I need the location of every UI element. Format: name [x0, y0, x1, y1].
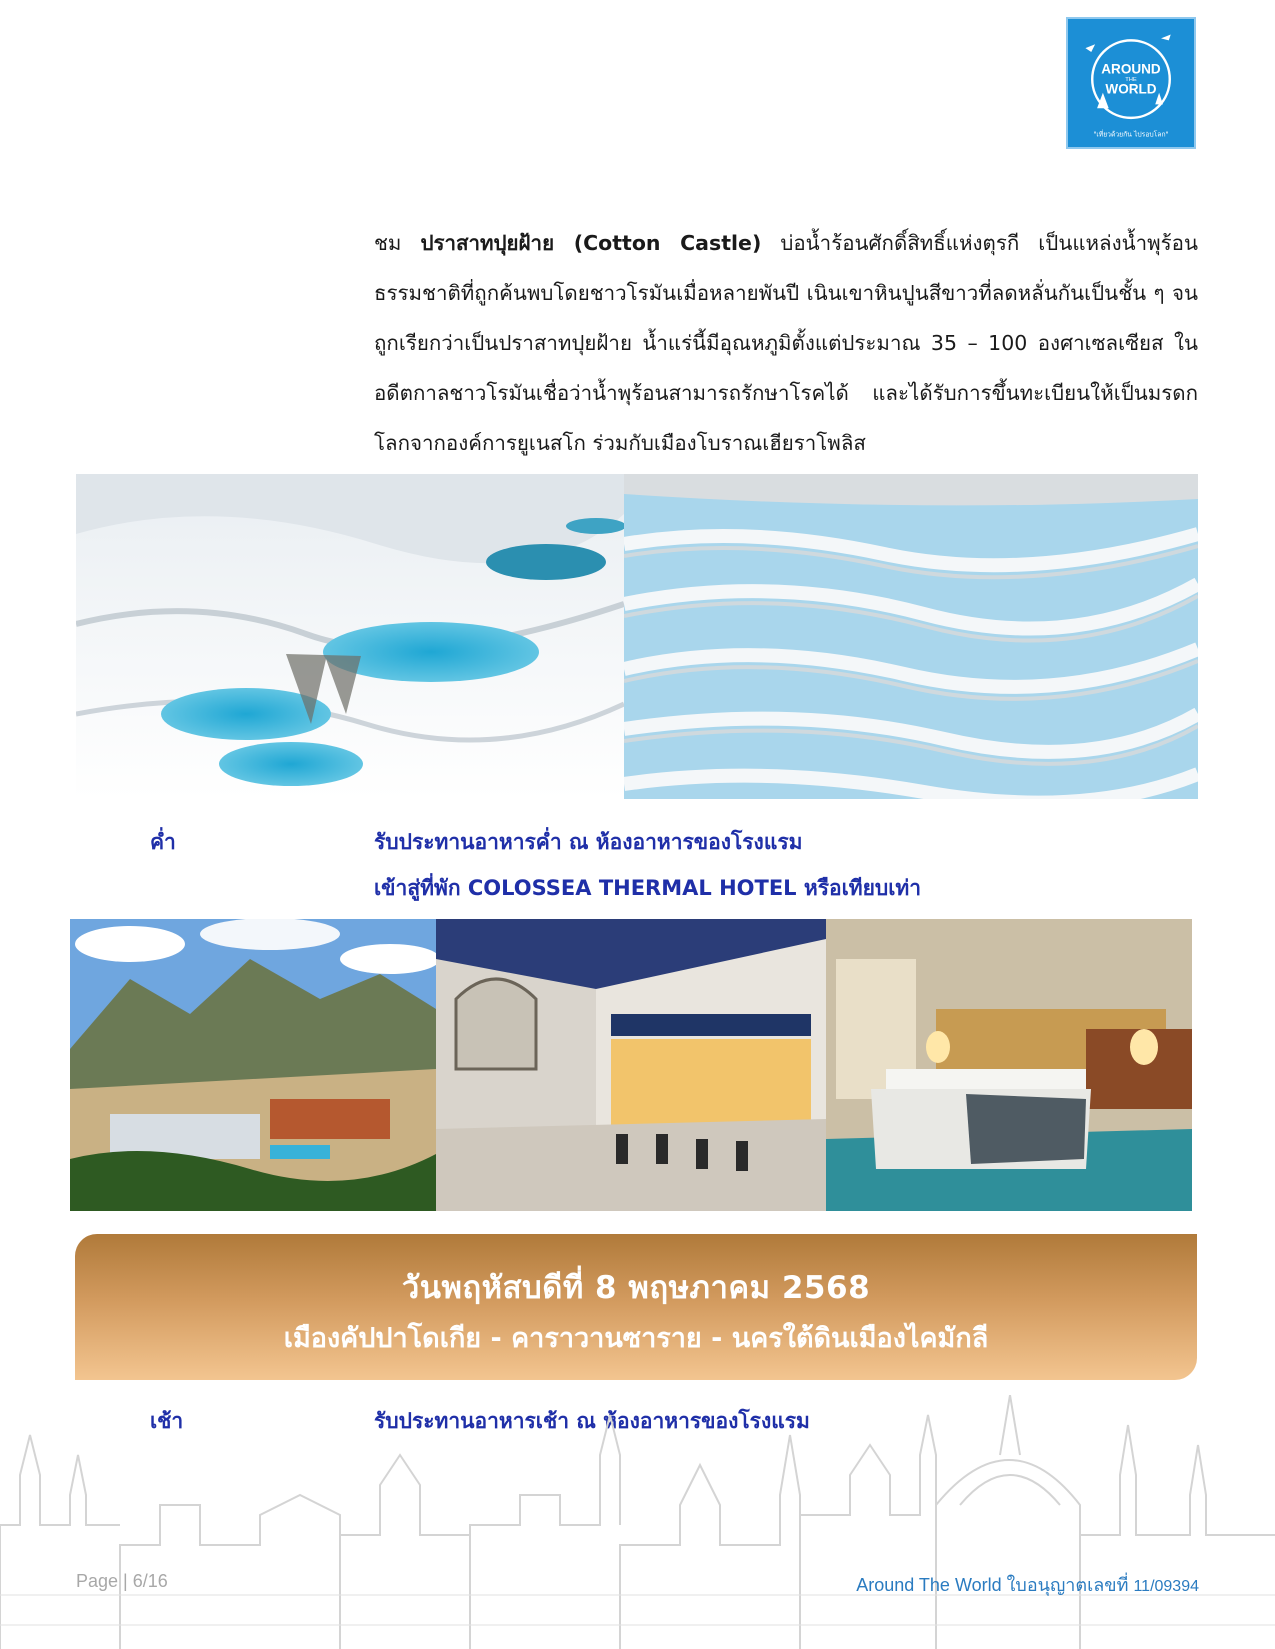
breakfast-label: เช้า: [150, 1409, 184, 1433]
license-info: [856, 1570, 1199, 1599]
hotel-photo-aerial: [70, 919, 436, 1211]
dinner-text: รับประทานอาหารค่ำ ณ ห้องอาหารของโรงแรม: [374, 830, 803, 854]
logo-line1: AROUND: [1101, 61, 1161, 77]
day-title: วันพฤหัสบดีที่ 8 พฤษภาคม 2568: [401, 1270, 871, 1306]
intro-body: บ่อน้ำร้อนศักดิ์สิทธิ์แห่งตุรกี เป็นแหล่งน้ำพุร้อนธรรมชาติที่ถูกค้นพบโดยชาวโรมันเมื่อหลายพันปี เนินเขาหินปูนสีขาวที่ลดหลั่นกันเป็นชั้น ๆ จนถูกเรียกว่าเป็นปราสาทปุยฝ้าย น้ำแร่นี้มีอุณหภูมิตั้งแต่ประมาณ 35 – 100 องศาเซลเซียส ในอดีตกาลชาวโรมันเชื่อว่าน้ำพุร้อนสามารถรักษาโรคได้ และได้รับการขึ้นทะเบียนให้เป็นมรดกโลกจากองค์การยูเนสโก ร่วมกับเมืองโบราณเฮียราโพลิส: [374, 231, 1199, 455]
license-number: 11/09394: [1133, 1578, 1199, 1595]
logo-tagline: "เที่ยวด้วยกัน ไปรอบโลก": [1093, 130, 1169, 139]
intro-prefix: ชม: [374, 231, 421, 255]
hotel-text: เข้าสู่ที่พัก COLOSSEA THERMAL HOTEL หรือเทียบเท่า: [374, 876, 922, 900]
attraction-description: [374, 218, 1198, 468]
pamukkale-photo-pools: [76, 474, 624, 799]
logo-line3: WORLD: [1105, 81, 1157, 97]
day-route: เมืองคัปปาโดเกีย - คาราวานซาราย - นครใต้ดินเมืองไคมักลี: [283, 1323, 989, 1354]
hotel-photo-terrace: [436, 919, 826, 1211]
brand-name: Around The World: [856, 1575, 1002, 1595]
day-banner: [75, 1234, 1197, 1380]
company-logo: [1066, 17, 1196, 149]
attraction-name: ปราสาทปุยฝ้าย (Cotton Castle): [420, 231, 762, 255]
logo-line2: THE: [1125, 77, 1137, 84]
license-label: ใบอนุญาตเลขที่: [1001, 1575, 1134, 1595]
dinner-label: ค่ำ: [150, 830, 176, 854]
breakfast-text: รับประทานอาหารเช้า ณ ห้องอาหารของโรงแรม: [374, 1409, 810, 1433]
pamukkale-photo-terraces: [624, 474, 1198, 799]
istanbul-skyline-watermark: [0, 1395, 1275, 1649]
hotel-photo-bedroom: [826, 919, 1192, 1211]
page-number: Page | 6/16: [76, 1571, 168, 1591]
